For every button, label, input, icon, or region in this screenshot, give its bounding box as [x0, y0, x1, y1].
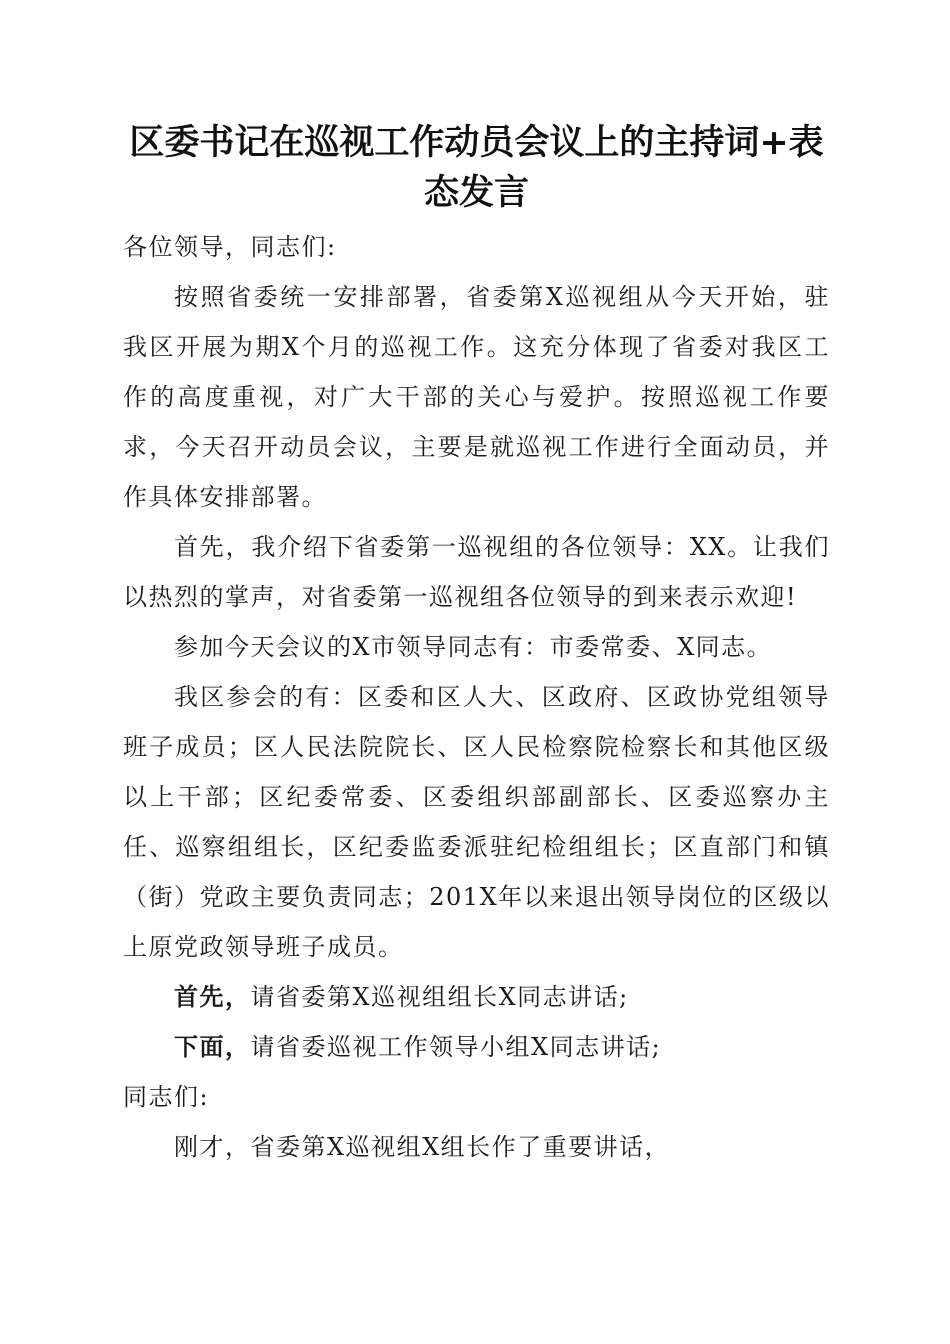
agenda-step-1-lead: 首先，	[174, 983, 251, 1011]
agenda-step-2-text: 请省委巡视工作领导小组X同志讲话;	[250, 1033, 662, 1061]
document-title	[123, 118, 830, 218]
document-page	[123, 118, 830, 1172]
title-line-2: 态发言	[423, 173, 529, 213]
agenda-step-1-text: 请省委第X巡视组组长X同志讲话;	[250, 983, 629, 1011]
title-line-1: 区委书记在巡视工作动员会议上的主持词+表	[129, 123, 824, 163]
paragraph-attendees: 我区参会的有：区委和区人大、区政府、区政协党组领导班子成员；区人民法院院长、区人民检察院检察长和其他区级以上干部；区纪委常委、区委组织部副部长、区委巡察办主任、巡察组组长，区纪委监委派驻纪检组组长；区直部门和镇（街）党政主要负责同志；201X年以来退出领导岗位的区级以上原党政领导班子成员。	[123, 683, 830, 961]
paragraph-introduce-leaders: 首先，我介绍下省委第一巡视组的各位领导：XX。让我们以热烈的掌声，对省委第一巡视组各位领导的到来表示欢迎!	[123, 533, 830, 611]
paragraph-intro: 按照省委统一安排部署，省委第X巡视组从今天开始，驻我区开展为期X个月的巡视工作。这充分体现了省委对我区工作的高度重视，对广大干部的关心与爱护。按照巡视工作要求，今天召开动员会议，主要是就巡视工作进行全面动员，并作具体安排部署。	[123, 283, 830, 511]
agenda-step-2-lead: 下面，	[174, 1033, 251, 1061]
agenda-step-1	[123, 972, 830, 1022]
salutation: 各位领导，同志们:	[123, 233, 337, 261]
salutation-2: 同志们:	[123, 1083, 210, 1111]
paragraph-city-leaders: 参加今天会议的X市领导同志有：市委常委、X同志。	[174, 633, 773, 661]
paragraph-closing: 刚才，省委第X巡视组X组长作了重要讲话，	[174, 1133, 671, 1161]
agenda-step-2	[123, 1022, 830, 1072]
